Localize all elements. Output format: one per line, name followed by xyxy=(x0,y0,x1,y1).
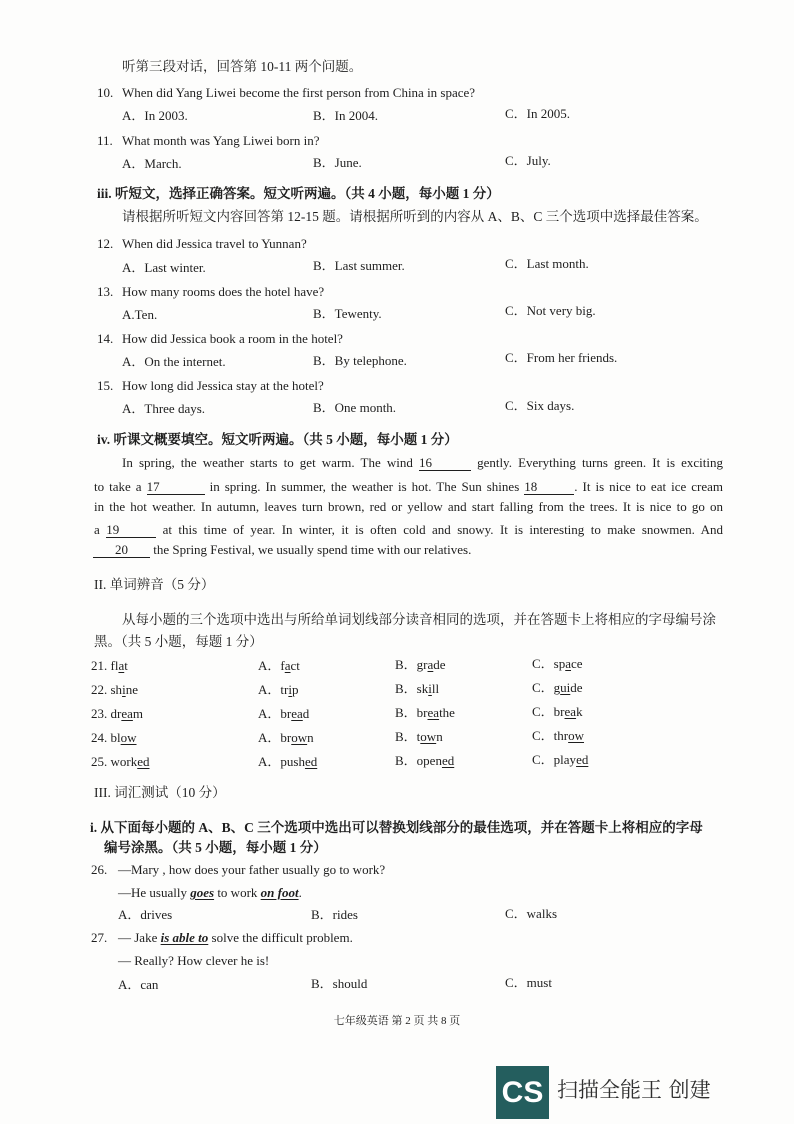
option-a: A．Last winter. xyxy=(122,260,206,275)
option-a: A.Ten. xyxy=(122,307,158,322)
word-part: ct xyxy=(290,658,300,673)
blank-17: 17 xyxy=(147,480,205,495)
word-part: de xyxy=(433,657,446,672)
option-a xyxy=(258,706,309,722)
question-13 xyxy=(97,284,325,300)
option-label: A． xyxy=(258,682,281,697)
passage-text: the Spring Festival, we usually spend time with our relatives. xyxy=(153,542,472,557)
option-b: B．Last summer. xyxy=(313,258,405,273)
underlined-part: a xyxy=(118,658,125,673)
question-number: 15. xyxy=(97,378,114,393)
page-footer: 七年级英语 第 2 页 共 8 页 xyxy=(333,1015,461,1027)
underlined-part: ea xyxy=(427,705,440,720)
question-12 xyxy=(97,236,307,252)
option-c xyxy=(532,680,583,696)
underlined-part: a xyxy=(565,656,572,671)
underlined-part: ui xyxy=(560,680,571,695)
word-part: play xyxy=(553,752,577,767)
passage-text: gently. Everything turns green. It is exciting xyxy=(477,455,723,470)
blank-20: 20 xyxy=(93,543,150,558)
part4-title: iv. 听课文概要填空。短文听两遍。（共 5 小题，每小题 1 分） xyxy=(97,432,458,447)
question-23 xyxy=(91,706,143,722)
underlined-part: ea xyxy=(121,706,133,721)
dialogue3-instruction: 听第三段对话，回答第 10-11 两个问题。 xyxy=(122,59,363,74)
word-part: ll xyxy=(431,681,440,696)
option-c: C．July. xyxy=(505,153,551,168)
underlined-part: i xyxy=(288,682,292,697)
word-part: br xyxy=(553,704,565,719)
option-b: B．June. xyxy=(313,155,362,170)
question-text: What month was Yang Liwei born in? xyxy=(122,133,320,148)
option-c: C．Not very big. xyxy=(505,303,596,318)
option-c: C．Last month. xyxy=(505,256,589,271)
option-label: B． xyxy=(395,657,417,672)
word-part: open xyxy=(416,753,442,768)
word-part: de xyxy=(570,680,583,695)
part3-instruction: 请根据所听短文内容回答第 12-15 题。请根据所听到的内容从 A、B、C 三个选项中选择最佳答案。 xyxy=(122,209,708,224)
question-22 xyxy=(91,682,138,698)
question-text: —Mary , how does your father usually go to work? xyxy=(118,862,386,877)
option-label: B． xyxy=(395,681,417,696)
option-label: A． xyxy=(258,706,281,721)
underlined-part: ow xyxy=(420,729,437,744)
word-part: k xyxy=(576,704,583,719)
question-27-reply: — Really? How clever he is! xyxy=(118,953,270,968)
section-2-instruction-2: 黑。（共 5 小题，每题 1 分） xyxy=(94,634,263,649)
passage-text: to take a xyxy=(94,479,142,494)
option-label: B． xyxy=(395,705,417,720)
option-b: B．Tewenty. xyxy=(313,306,382,321)
question-number: 10. xyxy=(97,85,114,100)
word-part: br xyxy=(416,705,428,720)
underlined-part: ed xyxy=(137,754,150,769)
question-number: 14. xyxy=(97,331,114,346)
word-part: d xyxy=(302,706,310,721)
option-label: A． xyxy=(258,730,281,745)
question-14 xyxy=(97,331,343,347)
option-a xyxy=(258,682,298,698)
passage-text: a xyxy=(94,522,100,537)
word-part: n xyxy=(307,730,314,745)
option-b xyxy=(395,753,454,769)
word-part: n xyxy=(436,729,443,744)
question-10 xyxy=(97,85,476,101)
option-b xyxy=(395,705,455,721)
passage-line-1 xyxy=(122,455,723,471)
word-part: t xyxy=(416,729,421,744)
given-word xyxy=(111,754,150,769)
word-part: sp xyxy=(553,656,566,671)
passage-text: . It is nice to eat ice cream xyxy=(574,479,724,494)
option-label: A． xyxy=(258,754,281,769)
word-part: m xyxy=(132,706,144,721)
word-part: thr xyxy=(553,728,569,743)
underlined-part: a xyxy=(284,658,291,673)
blank-18: 18 xyxy=(524,480,574,495)
section-2-title: II. 单词辨音（5 分） xyxy=(94,577,215,592)
word-part: work xyxy=(110,754,138,769)
word-part: sh xyxy=(110,682,123,697)
question-25 xyxy=(91,754,150,770)
word-part: bl xyxy=(110,730,121,745)
question-number: 23. xyxy=(91,706,108,721)
word-part: fl xyxy=(110,658,119,673)
given-word xyxy=(111,730,137,745)
section-3-part1-title-1: i. 从下面每小题的 A、B、C 三个选项中选出可以替换划线部分的最佳选项，并在答题卡上将相应的字母 xyxy=(90,820,703,835)
passage-text: In spring, the weather starts to get warm. The wind xyxy=(122,455,413,470)
question-text-part: — Jake xyxy=(118,930,158,945)
question-21 xyxy=(91,658,128,674)
word-part: tr xyxy=(280,682,289,697)
section-3-part1-title-2: 编号涂黑。（共 5 小题，每小题 1 分） xyxy=(104,840,327,855)
option-label: A． xyxy=(258,658,281,673)
option-c xyxy=(532,728,584,744)
option-c: C．must xyxy=(505,975,552,990)
option-label: B． xyxy=(395,729,417,744)
question-text xyxy=(118,930,353,946)
question-text: How long did Jessica stay at the hotel? xyxy=(122,378,324,393)
question-text: When did Jessica travel to Yunnan? xyxy=(122,236,307,251)
underlined-phrase: on foot xyxy=(260,885,299,900)
watermark-text: 扫描全能王 创建 xyxy=(557,1078,711,1102)
word-part: f xyxy=(280,658,285,673)
option-c: C．From her friends. xyxy=(505,350,618,365)
question-27 xyxy=(91,930,353,946)
blank-16: 16 xyxy=(419,456,471,471)
question-number: 13. xyxy=(97,284,114,299)
blank-19: 19 xyxy=(106,523,156,538)
option-c xyxy=(532,704,583,720)
question-number: 25. xyxy=(91,754,108,769)
question-number: 21. xyxy=(91,658,108,673)
word-part: push xyxy=(280,754,305,769)
underlined-part: ea xyxy=(564,704,577,719)
option-b: B．In 2004. xyxy=(313,108,379,123)
word-part: ce xyxy=(571,656,583,671)
option-a xyxy=(258,730,314,746)
option-c xyxy=(532,752,588,768)
section-3-title: III. 词汇测试（10 分） xyxy=(94,785,226,800)
option-a xyxy=(258,658,300,674)
section-2-instruction-1: 从每小题的三个选项中选出与所给单词划线部分读音相同的选项，并在答题卡上将相应的字母编号涂 xyxy=(122,612,716,627)
underlined-part: ow xyxy=(120,730,137,745)
question-number: 22. xyxy=(91,682,108,697)
option-a: A．March. xyxy=(122,156,182,171)
option-b: B．By telephone. xyxy=(313,353,407,368)
question-text-part: solve the difficult problem. xyxy=(211,930,353,945)
passage-line-5 xyxy=(93,542,471,558)
word-part: br xyxy=(280,730,292,745)
word-part: g xyxy=(553,680,561,695)
underlined-part: ed xyxy=(441,753,455,768)
reply-text: to work xyxy=(217,885,258,900)
question-15 xyxy=(97,378,324,394)
option-b: B．should xyxy=(311,976,368,991)
underlined-part: i xyxy=(428,681,432,696)
underlined-part: ed xyxy=(576,752,589,767)
option-a: A．drives xyxy=(118,907,173,922)
underlined-phrase: goes xyxy=(190,885,215,900)
question-number: 26. xyxy=(91,862,108,877)
word-part: the xyxy=(439,705,455,720)
option-a: A．In 2003. xyxy=(122,108,188,123)
reply-text: . xyxy=(298,885,302,900)
question-number: 11. xyxy=(97,133,113,148)
passage-text: at this time of year. In winter, it is often cold and snowy. It is interesting to make snowmen. And xyxy=(162,522,723,537)
passage-line-2 xyxy=(94,479,723,495)
option-label: C． xyxy=(532,704,554,719)
option-label: C． xyxy=(532,728,554,743)
word-part: dr xyxy=(110,706,122,721)
option-b xyxy=(395,729,443,745)
underlined-part: a xyxy=(427,657,434,672)
word-part: t xyxy=(124,658,128,673)
underlined-part: ow xyxy=(291,730,308,745)
option-b xyxy=(395,681,439,697)
question-11 xyxy=(97,133,320,149)
question-number: 27. xyxy=(91,930,108,945)
question-text: When did Yang Liwei become the first person from China in space? xyxy=(122,85,476,100)
question-24 xyxy=(91,730,137,746)
option-c xyxy=(532,656,583,672)
given-word xyxy=(111,682,138,697)
underlined-part: i xyxy=(122,682,126,697)
underlined-part: ed xyxy=(304,754,318,769)
option-a: A．can xyxy=(118,977,159,992)
underlined-part: ow xyxy=(568,728,585,743)
question-26-reply xyxy=(118,885,302,901)
question-number: 24. xyxy=(91,730,108,745)
option-label: C． xyxy=(532,680,554,695)
underlined-part: ea xyxy=(291,706,303,721)
question-number: 12. xyxy=(97,236,114,251)
word-part: ne xyxy=(125,682,138,697)
option-label: B． xyxy=(395,753,417,768)
reply-text: —He usually xyxy=(118,885,187,900)
question-text: How did Jessica book a room in the hotel? xyxy=(122,331,343,346)
option-c: C．In 2005. xyxy=(505,106,571,121)
option-label: C． xyxy=(532,656,554,671)
option-c: C．Six days. xyxy=(505,398,575,413)
option-a: A．Three days. xyxy=(122,401,206,416)
word-part: gr xyxy=(416,657,428,672)
word-part: sk xyxy=(416,681,429,696)
option-label: C． xyxy=(532,752,554,767)
camscanner-logo-icon: CS xyxy=(496,1066,549,1119)
given-word xyxy=(111,706,144,721)
part3-title: iii. 听短文，选择正确答案。短文听两遍。（共 4 小题，每小题 1 分） xyxy=(97,186,500,201)
question-text: How many rooms does the hotel have? xyxy=(122,284,325,299)
word-part: br xyxy=(280,706,292,721)
question-26 xyxy=(91,862,386,878)
option-a xyxy=(258,754,317,770)
passage-text: in spring. In summer, the weather is hot. The Sun shines xyxy=(209,479,520,494)
option-b: B．rides xyxy=(311,907,358,922)
passage-line-3: in the hot weather. In autumn, leaves turn brown, red or yellow and start falling from the trees. It is nice to go on xyxy=(94,499,723,514)
underlined-phrase: is able to xyxy=(160,930,209,945)
option-b xyxy=(395,657,446,673)
option-a: A．On the internet. xyxy=(122,354,226,369)
passage-line-4 xyxy=(94,522,723,538)
option-b: B．One month. xyxy=(313,400,397,415)
word-part: p xyxy=(291,682,299,697)
option-c: C．walks xyxy=(505,906,558,921)
given-word xyxy=(111,658,128,673)
